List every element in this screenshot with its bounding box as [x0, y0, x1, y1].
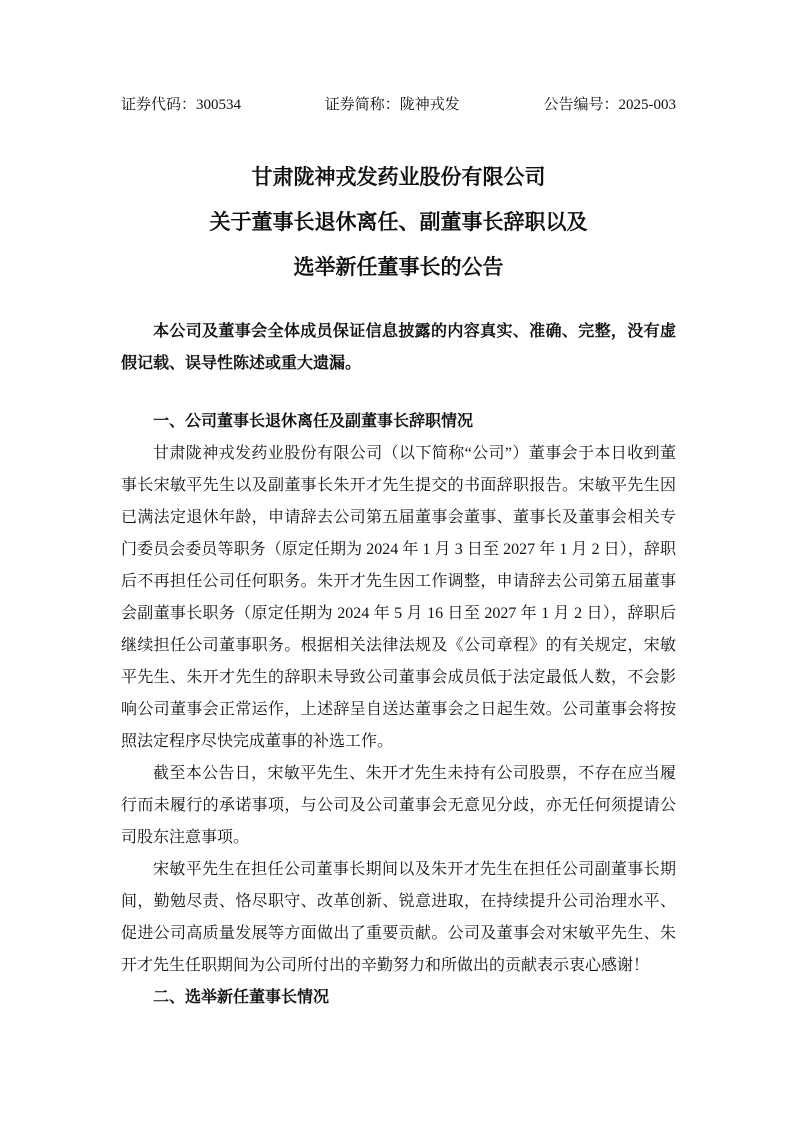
- document-title: [121, 155, 676, 290]
- document-body: [121, 406, 676, 1014]
- document-header: [121, 97, 676, 113]
- section-2-heading: 二、选举新任董事长情况: [153, 989, 330, 1006]
- announcement-number: 公告编号：2025-003: [543, 97, 676, 113]
- disclaimer-paragraph: 本公司及董事会全体成员保证信息披露的内容真实、准确、完整，没有虚假记载、误导性陈述或重大遗漏。: [121, 323, 676, 372]
- title-line-3: 选举新任董事长的公告: [293, 255, 504, 279]
- stock-code: 证券代码：300534: [121, 97, 242, 113]
- section-1-paragraph-1: 甘肃陇神戎发药业股份有限公司（以下简称“公司”）董事会于本日收到董事长宋敏平先生以及副董事长朱开才先生提交的书面辞职报告。宋敏平先生因已满法定退休年龄，申请辞去公司第五届董事会董事、董事长及董事会相关专门委员会委员等职务（原定任期为 2024 年 1 月 3 日至 2027 年 1 月 2 日），辞职后不再担任公司任何职务。朱开才先生因工作调整，申请辞去公司第五届董事会副董事长职务（原定任期为 2024 年 5 月 16 日至 2027 年 1 月 2 日），辞职后继续担任公司董事职务。根据相关法律法规及《公司章程》的有关规定，宋敏平先生、朱开才先生的辞职未导致公司董事会成员低于法定最低人数，不会影响公司董事会正常运作，上述辞呈自送达董事会之日起生效。公司董事会将按照法定程序尽快完成董事的补选工作。: [121, 445, 676, 750]
- section-1-paragraph-3: 宋敏平先生在担任公司董事长期间以及朱开才先生在担任公司副董事长期间，勤勉尽责、恪尽职守、改革创新、锐意进取，在持续提升公司治理水平、促进公司高质量发展等方面做出了重要贡献。公司及董事会对宋敏平先生、朱开才先生任职期间为公司所付出的辛勤努力和所做出的贡献表示衷心感谢！: [121, 861, 676, 974]
- section-1-paragraph-2: 截至本公告日，宋敏平先生、朱开才先生未持有公司股票，不存在应当履行而未履行的承诺事项，与公司及公司董事会无意见分歧，亦无任何须提请公司股东注意事项。: [121, 765, 676, 846]
- stock-name: 证券简称：陇神戎发: [324, 97, 460, 113]
- section-1-heading: 一、公司董事长退休离任及副董事长辞职情况: [153, 413, 474, 430]
- title-line-1: 甘肃陇神戎发药业股份有限公司: [251, 165, 546, 189]
- title-line-2: 关于董事长退休离任、副董事长辞职以及: [209, 210, 588, 234]
